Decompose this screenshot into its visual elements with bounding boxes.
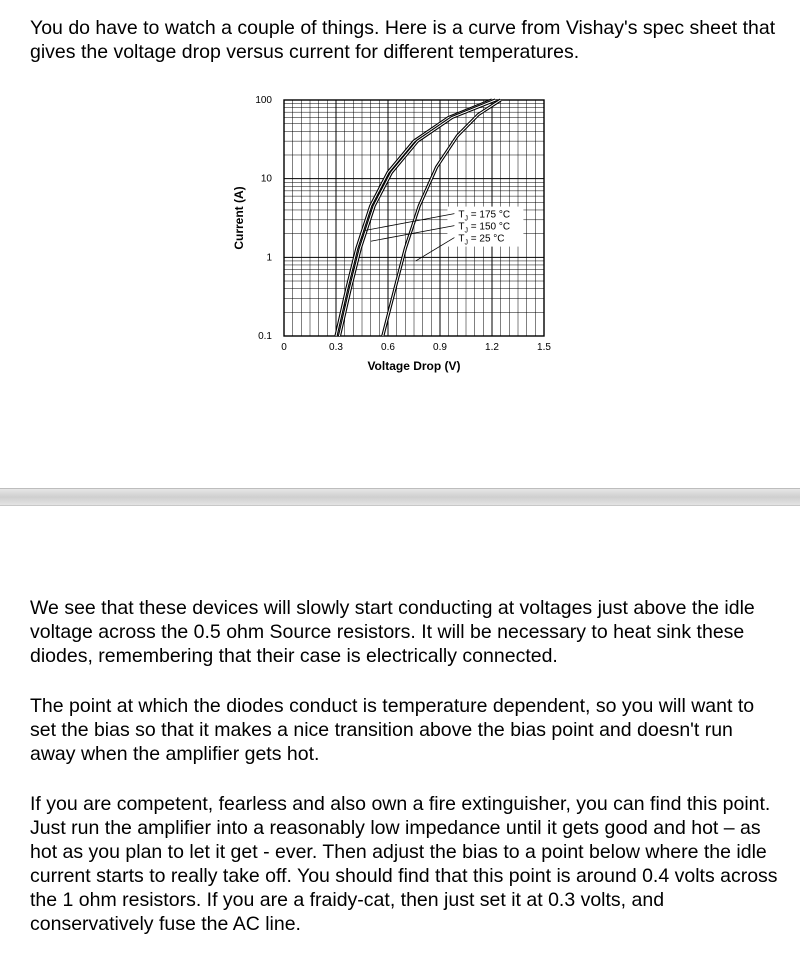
y-tick-label: 100 — [255, 95, 272, 106]
paragraph-1: We see that these devices will slowly start conducting at voltages just above the idle voltage across the 0.5 ohm Source resistors. It will be necessary to heat sink these diodes, remembering that their case is electrically connected. — [30, 597, 755, 667]
y-tick-label: 1 — [266, 252, 272, 264]
x-tick-label: 0.9 — [433, 342, 447, 353]
y-tick-label: 0.1 — [258, 331, 272, 342]
y-axis-label: Current (A) — [232, 186, 246, 250]
x-tick-label: 0 — [281, 342, 287, 353]
legend-label-1: $T_J = 175$ °C — [458, 209, 511, 223]
paragraph-3: If you are competent, fearless and also own a fire extinguisher, you can find this point. Just run the amplifier into a reasonably low impedance until it gets good and hot – as hot as you plan to let it get - ever. Then adjust the bias to a point below where the idle current starts to really take off. You should find that this point is around 0.4 volts across the 1 ohm resistors. If you are a fraidy-cat, then just set it at 0.3 volts, and conservatively fuse the AC line. — [30, 793, 778, 935]
intro-paragraph: You do have to watch a couple of things. Here is a curve from Vishay's spec sheet that gives the voltage drop versus current for different temperatures. — [30, 17, 776, 63]
x-tick-label: 0.3 — [329, 342, 343, 353]
page-divider — [0, 488, 800, 506]
legend-label-3: $T_J = 25$ °C — [458, 233, 505, 247]
x-tick-label: 0.6 — [381, 342, 395, 353]
x-tick-label: 1.5 — [537, 342, 551, 353]
legend-label-2: $T_J = 150$ °C — [458, 221, 511, 235]
x-tick-label: 1.2 — [485, 342, 499, 353]
voltage-current-chart — [225, 88, 565, 378]
y-tick-label: 10 — [260, 173, 272, 185]
x-axis-label: Voltage Drop (V) — [367, 359, 461, 373]
chart-svg — [225, 88, 565, 378]
paragraph-2: The point at which the diodes conduct is temperature dependent, so you will want to set the bias so that it makes a nice transition above the bias point and doesn't run away when the amplifier gets hot. — [30, 695, 755, 765]
